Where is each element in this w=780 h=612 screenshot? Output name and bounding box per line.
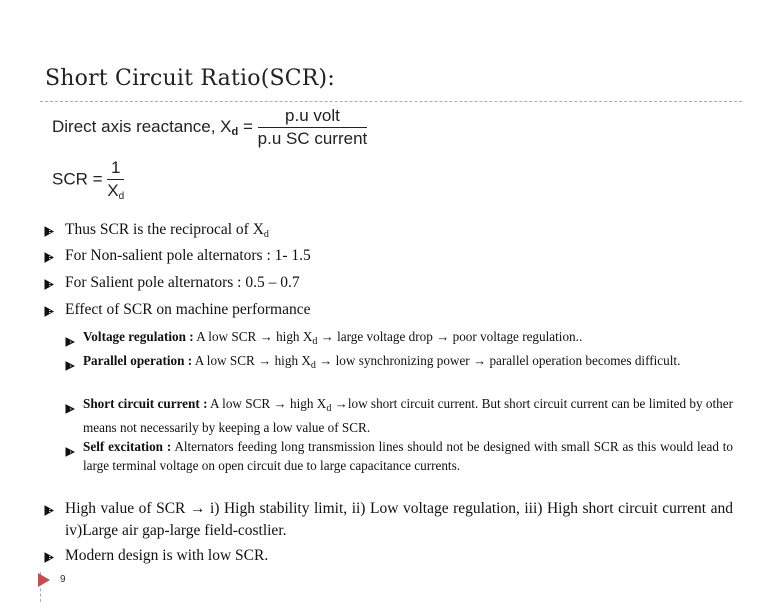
formula-direct-axis-reactance — [52, 106, 367, 149]
bullet-icon — [44, 252, 54, 263]
bullet-reciprocal: Thus SCR is the reciprocal of $X_d$ — [65, 221, 269, 240]
bullet-high-scr: High value of SCR → i) High stability limit, ii) Low voltage regulation, iii) High short circuit current and iv)Large air gap-large field-costlier. — [65, 500, 734, 539]
formula1-lhs: Direct axis reactance, X — [52, 116, 232, 136]
bullet-icon — [44, 279, 54, 290]
bullet-icon — [44, 226, 54, 237]
formula2-numerator: 1 — [107, 158, 124, 180]
slide-title: Short Circuit Ratio(SCR): — [45, 66, 335, 91]
formula2-lhs: SCR = — [52, 169, 103, 189]
sub-bullet-icon — [65, 332, 75, 342]
bullet-modern-design: Modern design is with low SCR. — [65, 547, 269, 564]
formula-scr — [52, 158, 124, 202]
formula1-numerator: p.u volt — [258, 106, 368, 128]
formula1-lhs-sub: d — [231, 125, 239, 138]
sub-bullet-icon — [65, 356, 75, 366]
formula1-denominator: p.u SC current — [257, 129, 368, 148]
sub-bullet-icon — [65, 442, 75, 452]
bullet-icon — [44, 306, 54, 317]
formula2-fraction — [107, 158, 124, 202]
title-divider — [40, 101, 742, 102]
sub-bullet-icon — [65, 399, 75, 409]
footer-arrow-icon — [38, 572, 50, 591]
bullet-salient: For Salient pole alternators : 0.5 – 0.7 — [65, 274, 300, 291]
bullet-non-salient: For Non-salient pole alternators : 1- 1.5 — [65, 247, 311, 264]
bullet-icon — [44, 552, 54, 563]
sub-bullet-voltage-regulation: Voltage regulation : A low SCR → high $X_d$ → large voltage drop → poor voltage regulation.. — [83, 329, 583, 347]
sub-bullet-parallel-operation: Parallel operation : A low SCR → high $X_d$ → low synchronizing power → parallel operation becomes difficult. — [83, 353, 681, 371]
sub-bullet-self-excitation: Self excitation : Alternators feeding long transmission lines should not be designed with small SCR as this would lead to large terminal voltage on open circuit due to large capacitance currents. — [83, 439, 733, 473]
formula2-denominator: $X_d$ — [107, 181, 125, 202]
formula1-equals: = — [242, 116, 253, 136]
bullet-icon — [44, 505, 54, 516]
formula1-fraction — [258, 106, 368, 149]
right-arrow-icon: → — [189, 500, 206, 517]
bullet-effect: Effect of SCR on machine performance — [65, 301, 311, 318]
page-number: 9 — [60, 574, 66, 585]
sub-bullet-short-circuit-current: Short circuit current : A low SCR → high $X_d \to low$ short circuit current. But short circuit current can be limited by other means not necessarily by keeping a low value of SCR. — [83, 396, 733, 435]
